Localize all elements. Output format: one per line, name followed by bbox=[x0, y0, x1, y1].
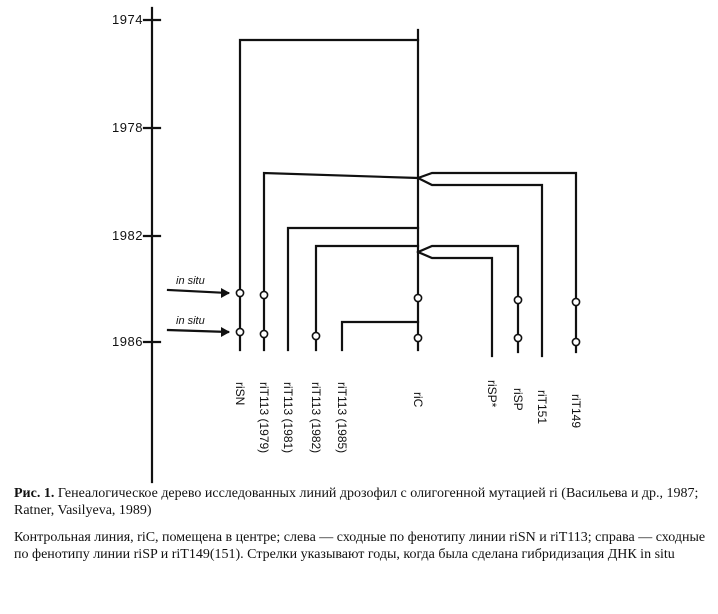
node-circle bbox=[236, 289, 243, 296]
node-circle bbox=[414, 294, 421, 301]
branch-riSP-star bbox=[418, 252, 492, 356]
year-label-1978: 1978 bbox=[112, 120, 143, 135]
branch-riSP bbox=[418, 246, 518, 352]
line-label-riT151: riT151 bbox=[535, 390, 549, 425]
branch-riT149-fork bbox=[418, 178, 542, 356]
line-label-riT113-1982: riT113 (1982) bbox=[309, 382, 323, 454]
line-label-riT113-1979: riT113 (1979) bbox=[257, 382, 271, 454]
line-label-riSP: riSP bbox=[511, 388, 525, 411]
node-circle bbox=[260, 330, 267, 337]
branch-riT113-1985 bbox=[342, 322, 418, 350]
node-circle bbox=[572, 298, 579, 305]
arrowhead-1 bbox=[221, 288, 230, 298]
line-label-riT113-1985: riT113 (1985) bbox=[335, 382, 349, 454]
arrow-insitu-2 bbox=[168, 330, 228, 332]
node-circle bbox=[260, 291, 267, 298]
line-label-riT113-1981: riT113 (1981) bbox=[281, 382, 295, 454]
node-circle bbox=[572, 338, 579, 345]
year-label-1982: 1982 bbox=[112, 228, 143, 243]
line-label-riT149: riT149 bbox=[569, 394, 583, 429]
year-label-1986: 1986 bbox=[112, 334, 143, 349]
line-label-riC: riC bbox=[411, 392, 425, 408]
branch-riT149 bbox=[418, 173, 576, 352]
node-circle bbox=[312, 332, 319, 339]
line-label-riSN: riSN bbox=[233, 382, 247, 406]
insitu-label-1: in situ bbox=[176, 275, 205, 287]
line-label-riSP-star: riSP* bbox=[485, 380, 499, 408]
caption-title-text: Генеалогическое дерево исследованных линий дрозофил с олигогенной мутацией ri (Васильева и др., 1987; Ratner, Vasilyeva, 1989) bbox=[14, 486, 699, 518]
node-circle bbox=[414, 334, 421, 341]
year-label-1974: 1974 bbox=[112, 12, 143, 27]
caption-body: Контрольная линия, riC, помещена в центре; слева — сходные по фенотипу линии riSN и riT113; справа — сходные по фенотипу линии riSP и riT149(151). Стрелки указывают годы, когда была сделана гибридизация ДНК in situ bbox=[14, 530, 706, 562]
branch-riT113-1982 bbox=[316, 246, 418, 350]
figure-caption bbox=[14, 485, 710, 563]
branch-riSN bbox=[240, 40, 418, 350]
caption-title bbox=[14, 485, 710, 519]
node-circle bbox=[514, 296, 521, 303]
caption-label: Рис. 1. bbox=[14, 486, 55, 501]
arrow-insitu-1 bbox=[168, 290, 228, 293]
node-circle bbox=[236, 328, 243, 335]
node-circle bbox=[514, 334, 521, 341]
arrowhead-2 bbox=[221, 327, 230, 337]
insitu-label-2: in situ bbox=[176, 315, 205, 327]
